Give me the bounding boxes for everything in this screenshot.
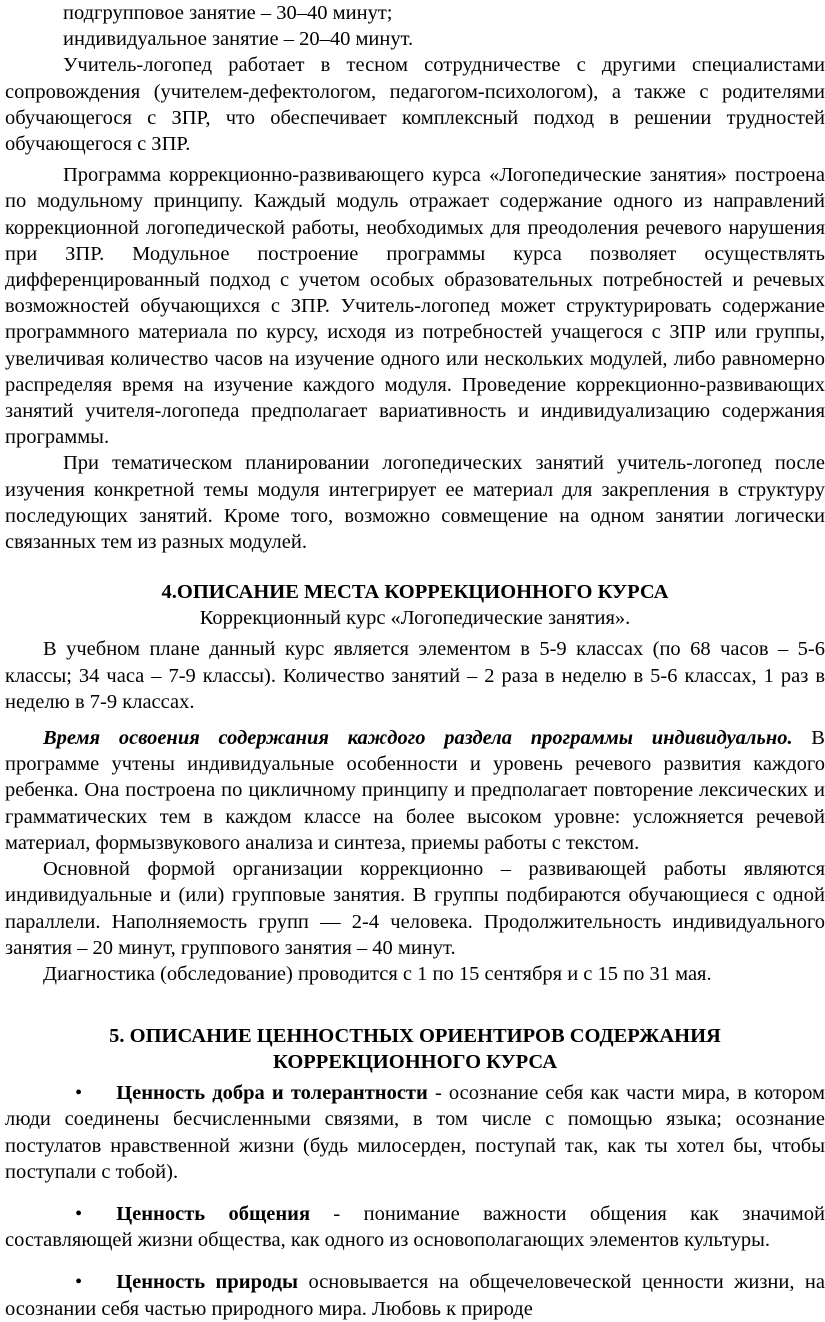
paragraph-modular-principle: Программа коррекционно-развивающего курса «Логопедические занятия» построена по модульному принципу. Каждый модуль отражает содержание одного из направлений коррекционной логопедической работы, необходимых для преодоления речевого нарушения при ЗПР. Модульное построение программы курса позволяет осуществлять дифференцированный подход с учетом особых образовательных потребностей и речевых возможностей обучающихся с ЗПР. Учитель-логопед может структурировать содержание программного материала по курсу, исходя из потребностей учащегося с ЗПР или группы, увеличивая количество часов на изучение одного или нескольких модулей, либо равномерно распределяя время на изучение каждого модуля. Проведение коррекционно-развивающих занятий учителя-логопеда предполагает вариативность и индивидуализацию содержания программы. [5,164,825,449]
section-4-paragraph-timing [5,725,825,856]
value-term: Ценность природы [116,1271,299,1294]
value-term: Ценность добра и толерантности [116,1082,428,1105]
section-5-heading: 5. ОПИСАНИЕ ЦЕННОСТНЫХ ОРИЕНТИРОВ СОДЕРЖАНИЯ КОРРЕКЦИОННОГО КУРСА [109,1025,721,1074]
document-page [5,0,825,1322]
section-4-subtitle: Коррекционный курс «Логопедические занятия». [199,607,631,630]
timing-emphasis: Время освоения содержания каждого раздела программы индивидуально. [43,727,793,750]
value-description: основывается на общечеловеческой ценности жизни, на осознании себя частью природного мира. Любовь к природе [5,1271,825,1320]
top-line-2: индивидуальное занятие – 20–40 минут. [63,28,414,51]
bullet-icon: • [75,1082,83,1105]
bullet-icon: • [75,1202,83,1225]
paragraph-thematic-planning: При тематическом планировании логопедических занятий учитель-логопед после изучения конкретной темы модуля интегрирует ее материал для закрепления в структуру последующих занятий. Кроме того, возможно совмещение на одном занятии логически связанных тем из разных модулей. [5,452,825,554]
paragraph-cooperation: Учитель-логопед работает в тесном сотрудничестве с другими специалистами сопровождения (учителем-дефектологом, педагогом-психологом), а также с родителями обучающегося с ЗПР, что обеспечивает комплексный подход в решении трудностей обучающегося с ЗПР. [5,54,825,156]
value-description: - понимание важности общения как значимой составляющей жизни общества, как одного из основополагающих элементов культуры. [5,1202,825,1252]
value-item-communication [5,1201,825,1253]
bullet-icon: • [75,1271,83,1294]
section-4-paragraph-organization: Основной формой организации коррекционно – развивающей работы являются индивидуальные и (или) групповые занятия. В группы подбираются обучающиеся с одной параллели. Наполняемость групп — 2-4 человека. Продолжительность индивидуального занятия – 20 минут, группового занятия – 40 минут. [5,858,825,959]
value-term: Ценность общения [116,1202,311,1225]
section-4-paragraph-diagnostics: Диагностика (обследование) проводится с 1 по 15 сентября и с 15 по 31 мая. [43,962,712,985]
top-line-1: подгрупповое занятие – 30–40 минут; [63,2,393,24]
section-4-paragraph-plan: В учебном плане данный курс является элементом в 5-9 классах (по 68 часов – 5-6 классы; 34 часа – 7-9 классы). Количество занятий – 2 раза в неделю в 5-6 классах, 1 раз в неделю в 7-9 классах. [5,638,825,713]
timing-text: В программе учтены индивидуальные особенности и уровень речевого развития каждого ребенка. Она построена по цикличному принципу и предполагает повторение лексических и грамматических тем в каждом классе на более высоком уровне: усложняется речевой материал, формызвукового анализа и синтеза, приемы работы с текстом. [5,727,825,854]
value-item-nature [5,1269,825,1321]
value-description: - осознание себя как части мира, в котором люди соединены бесчисленными связями, в том числе с помощью языка; осознание постулатов нравственной жизни (будь милосерден, поступай так, как ты хотел бы, чтобы поступали с тобой). [5,1082,825,1183]
section-4-heading: 4.ОПИСАНИЕ МЕСТА КОРРЕКЦИОННОГО КУРСА [161,581,669,604]
value-item-kindness [5,1080,825,1185]
